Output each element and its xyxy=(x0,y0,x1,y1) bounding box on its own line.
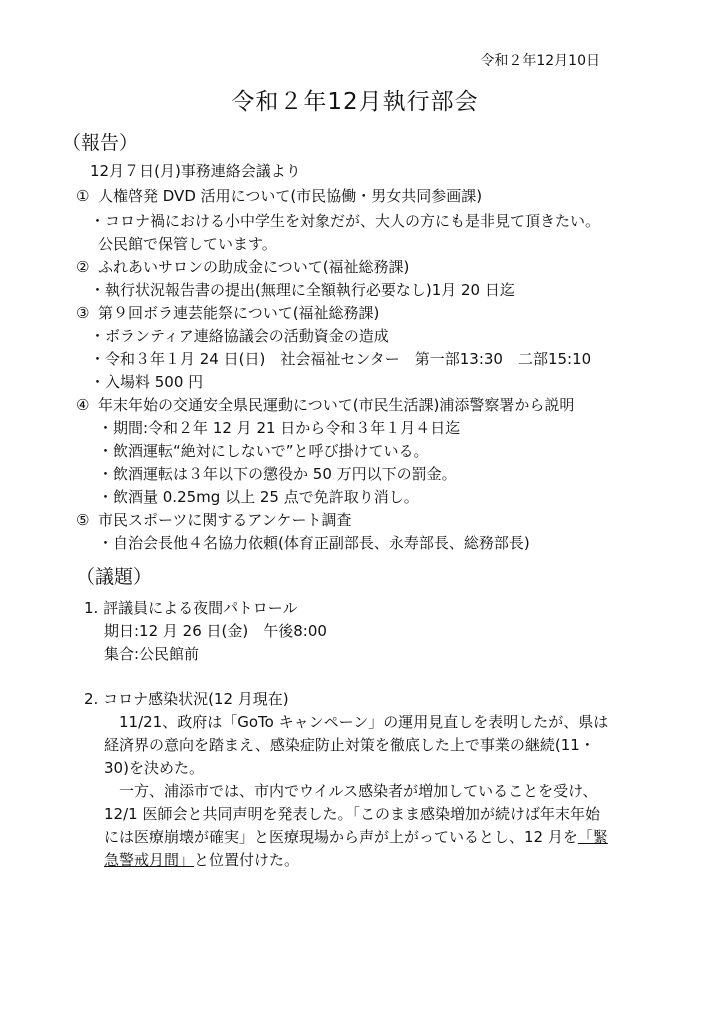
report-item-2-note: ・執行状況報告書の提出(無理に全額執行必要なし)1月 20 日迄 xyxy=(90,281,515,299)
agenda-item-2-paragraph-2 xyxy=(104,780,612,872)
report-item-4-note-1: ・期間:令和２年 12 月 21 日から令和３年１月４日迄 xyxy=(98,419,461,437)
document-title: 令和２年12月執行部会 xyxy=(231,89,479,115)
emergency-month-term: 「緊急警戒月間」 xyxy=(104,828,608,869)
agenda-item-1-title: 1. 評議員による夜間パトロール xyxy=(84,599,298,617)
report-item-1-note-2: 公民館で保管しています。 xyxy=(98,235,277,253)
report-item-4-note-2: ・飲酒運転“絶対にしないで”と呼び掛けている。 xyxy=(98,442,429,460)
report-item-1-num: ① xyxy=(76,187,90,205)
agenda-heading: （議題） xyxy=(76,566,153,588)
report-item-3-note-2: ・令和３年１月 24 日(日) 社会福祉センター 第一部13:30 二部15:10 xyxy=(90,350,592,368)
report-item-1-note-1: ・コロナ禍における小中学生を対象だが、大人の方にも是非見て頂きたい。 xyxy=(90,212,601,230)
report-item-3-note-3: ・入場料 500 円 xyxy=(90,373,204,391)
report-item-1: 人権啓発 DVD 活用について(市民協働・男女共同参画課) xyxy=(98,187,483,205)
report-item-5-num: ⑤ xyxy=(76,511,90,529)
document-date: 令和２年12月10日 xyxy=(480,53,600,69)
report-item-4: 年末年始の交通安全県民運動について(市民生活課)浦添警察署から説明 xyxy=(98,396,575,414)
agenda-item-1-place: 集合:公民館前 xyxy=(104,645,200,663)
report-item-3: 第９回ボラ連芸能祭について(福祉総務課) xyxy=(98,304,380,322)
report-item-3-num: ③ xyxy=(76,304,90,322)
agenda-item-2-title: 2. コロナ感染状況(12 月現在) xyxy=(84,690,289,708)
paragraph-2-text: 一方、浦添市では、市内でウイルス感染者が増加していることを受け、12/1 医師会と共同声明を発表した。「このまま感染増加が続けば年末年始には医療崩壊が確実」と医療現場から声が上がっているとし、12 月を xyxy=(104,782,600,846)
report-item-4-note-3: ・飲酒運転は３年以下の懲役か 50 万円以下の罰金。 xyxy=(98,465,457,483)
report-item-2: ふれあいサロンの助成金について(福祉総務課) xyxy=(98,258,410,276)
paragraph-2-ending: と位置付けた。 xyxy=(194,851,300,869)
report-item-5-note: ・自治会長他４名協力依頼(体育正副部長、永寿部長、総務部長) xyxy=(98,534,530,552)
report-item-4-note-4: ・飲酒量 0.25mg 以上 25 点で免許取り消し。 xyxy=(98,488,419,506)
report-item-4-num: ④ xyxy=(76,396,90,414)
report-item-5: 市民スポーツに関するアンケート調査 xyxy=(98,511,352,529)
agenda-item-1-date: 期日:12 月 26 日(金) 午後8:00 xyxy=(104,622,327,640)
report-item-3-note-1: ・ボランティア連絡協議会の活動資金の造成 xyxy=(90,327,389,345)
report-heading: （報告） xyxy=(62,132,139,154)
agenda-item-2-paragraph-1: 11/21、政府は「GoTo キャンペーン」の運用見直しを表明したが、県は経済界の意向を踏まえ、感染症防止対策を徹底した上で事業の継続(11・30)を決めた。 xyxy=(104,713,609,777)
report-item-2-num: ② xyxy=(76,258,90,276)
report-intro: 12月７日(月)事務連絡会議より xyxy=(90,162,301,180)
